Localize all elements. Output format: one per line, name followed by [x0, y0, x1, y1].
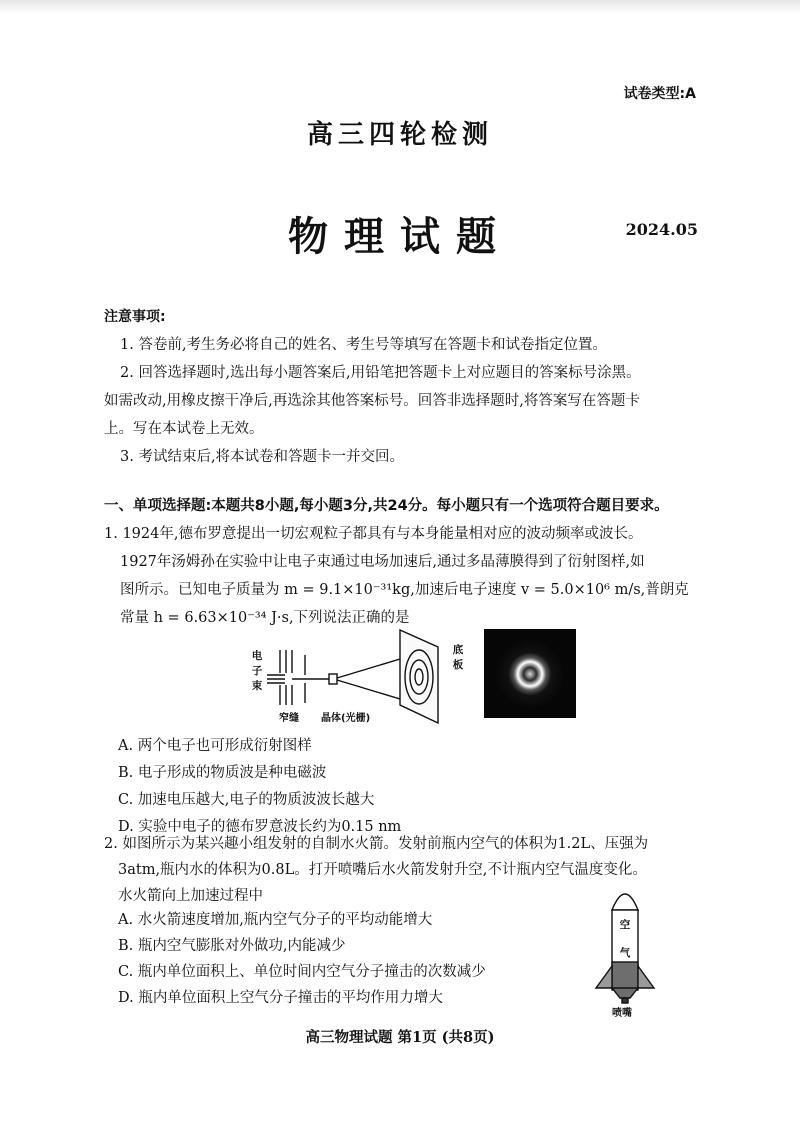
- q1-stem-line: 图所示。已知电子质量为 m = 9.1×10⁻³¹kg,加速后电子速度 v = 5.0×10⁶ m/s,普朗克: [120, 582, 689, 598]
- beam-label: 电子束: [251, 650, 263, 692]
- crystal-label: 晶体(光栅): [321, 713, 371, 724]
- q2-stem-line: 3atm,瓶内水的体积为0.8L。打开喷嘴后水火箭发射升空,不计瓶内空气温度变化。: [118, 862, 647, 878]
- diffraction-pattern-photo: [484, 629, 576, 718]
- rocket-fin: [638, 966, 654, 988]
- exam-title: 高三四轮检测: [306, 120, 493, 150]
- section-heading: 一、单项选择题:本题共8小题,每小题3分,共24分。每小题只有一个选项符合题目要求。: [104, 498, 669, 514]
- water-rocket-figure: [590, 880, 660, 1020]
- q1-stem-line: 1927年汤姆孙在实验中让电子束通过电场加速后,通过多晶薄膜得到了衍射图样,如: [120, 554, 645, 570]
- notice-item: 如需改动,用橡皮擦干净后,再选涂其他答案标号。回答非选择题时,将答案写在答题卡: [104, 393, 640, 409]
- notice-item: 3. 考试结束后,将本试卷和答题卡一并交回。: [120, 449, 405, 465]
- slit-label: 窄缝: [279, 713, 299, 724]
- nozzle-label: 喷嘴: [612, 1008, 632, 1019]
- rocket-nozzle: [622, 998, 628, 1003]
- notice-item: 1. 答卷前,考生务必将自己的姓名、考生号等填写在答题卡和试卷指定位置。: [120, 337, 608, 353]
- q2-stem-line: 水火箭向上加速过程中: [118, 888, 263, 904]
- q2-option-d: D. 瓶内单位面积上空气分子撞击的平均作用力增大: [118, 990, 443, 1006]
- q1-experiment-diagram: [245, 625, 470, 725]
- subject-title: 物理试题: [288, 214, 512, 260]
- q2-stem-line: 2. 如图所示为某兴趣小组发射的自制水火箭。发射前瓶内空气的体积为1.2L、压强为: [104, 836, 649, 852]
- q1-stem-line: 常量 h = 6.63×10⁻³⁴ J·s,下列说法正确的是: [120, 610, 410, 626]
- rocket-fin: [596, 966, 612, 988]
- crystal-block: [329, 674, 337, 684]
- q2-option-a: A. 水火箭速度增加,瓶内空气分子的平均动能增大: [118, 912, 433, 928]
- diffraction-rings: [494, 638, 566, 710]
- exam-date: 2024.05: [625, 220, 698, 239]
- diffraction-ray: [337, 656, 410, 678]
- screen-label: 底板: [452, 644, 464, 671]
- scan-shadow: [0, 0, 800, 14]
- q1-option-d: D. 实验中电子的德布罗意波长约为0.15 nm: [118, 819, 402, 835]
- page-footer: 高三物理试题 第1页 (共8页): [305, 1029, 495, 1046]
- rocket-base: [612, 988, 638, 998]
- q1-option-a: A. 两个电子也可形成衍射图样: [118, 738, 312, 754]
- q2-option-b: B. 瓶内空气膨胀对外做功,内能减少: [118, 938, 346, 954]
- q2-option-c: C. 瓶内单位面积上、单位时间内空气分子撞击的次数减少: [118, 964, 486, 980]
- diffraction-photo-svg: [484, 629, 576, 718]
- notice-heading: 注意事项:: [104, 309, 166, 325]
- q1-stem-line: 1. 1924年,德布罗意提出一切宏观粒子都具有与本身能量相对应的波动频率或波长。: [104, 526, 643, 542]
- notice-item: 2. 回答选择题时,选出每小题答案后,用铅笔把答题卡上对应题目的答案标号涂黑。: [120, 365, 641, 381]
- rocket-nose: [612, 894, 638, 910]
- q1-option-c: C. 加速电压越大,电子的物质波波长越大: [118, 792, 375, 808]
- notice-item: 上。写在本试卷上无效。: [104, 421, 264, 437]
- q1-option-b: B. 电子形成的物质波是种电磁波: [118, 765, 327, 781]
- diffraction-ray: [337, 680, 410, 702]
- air-label: 空气: [619, 919, 631, 959]
- paper-type: 试卷类型:A: [623, 86, 696, 102]
